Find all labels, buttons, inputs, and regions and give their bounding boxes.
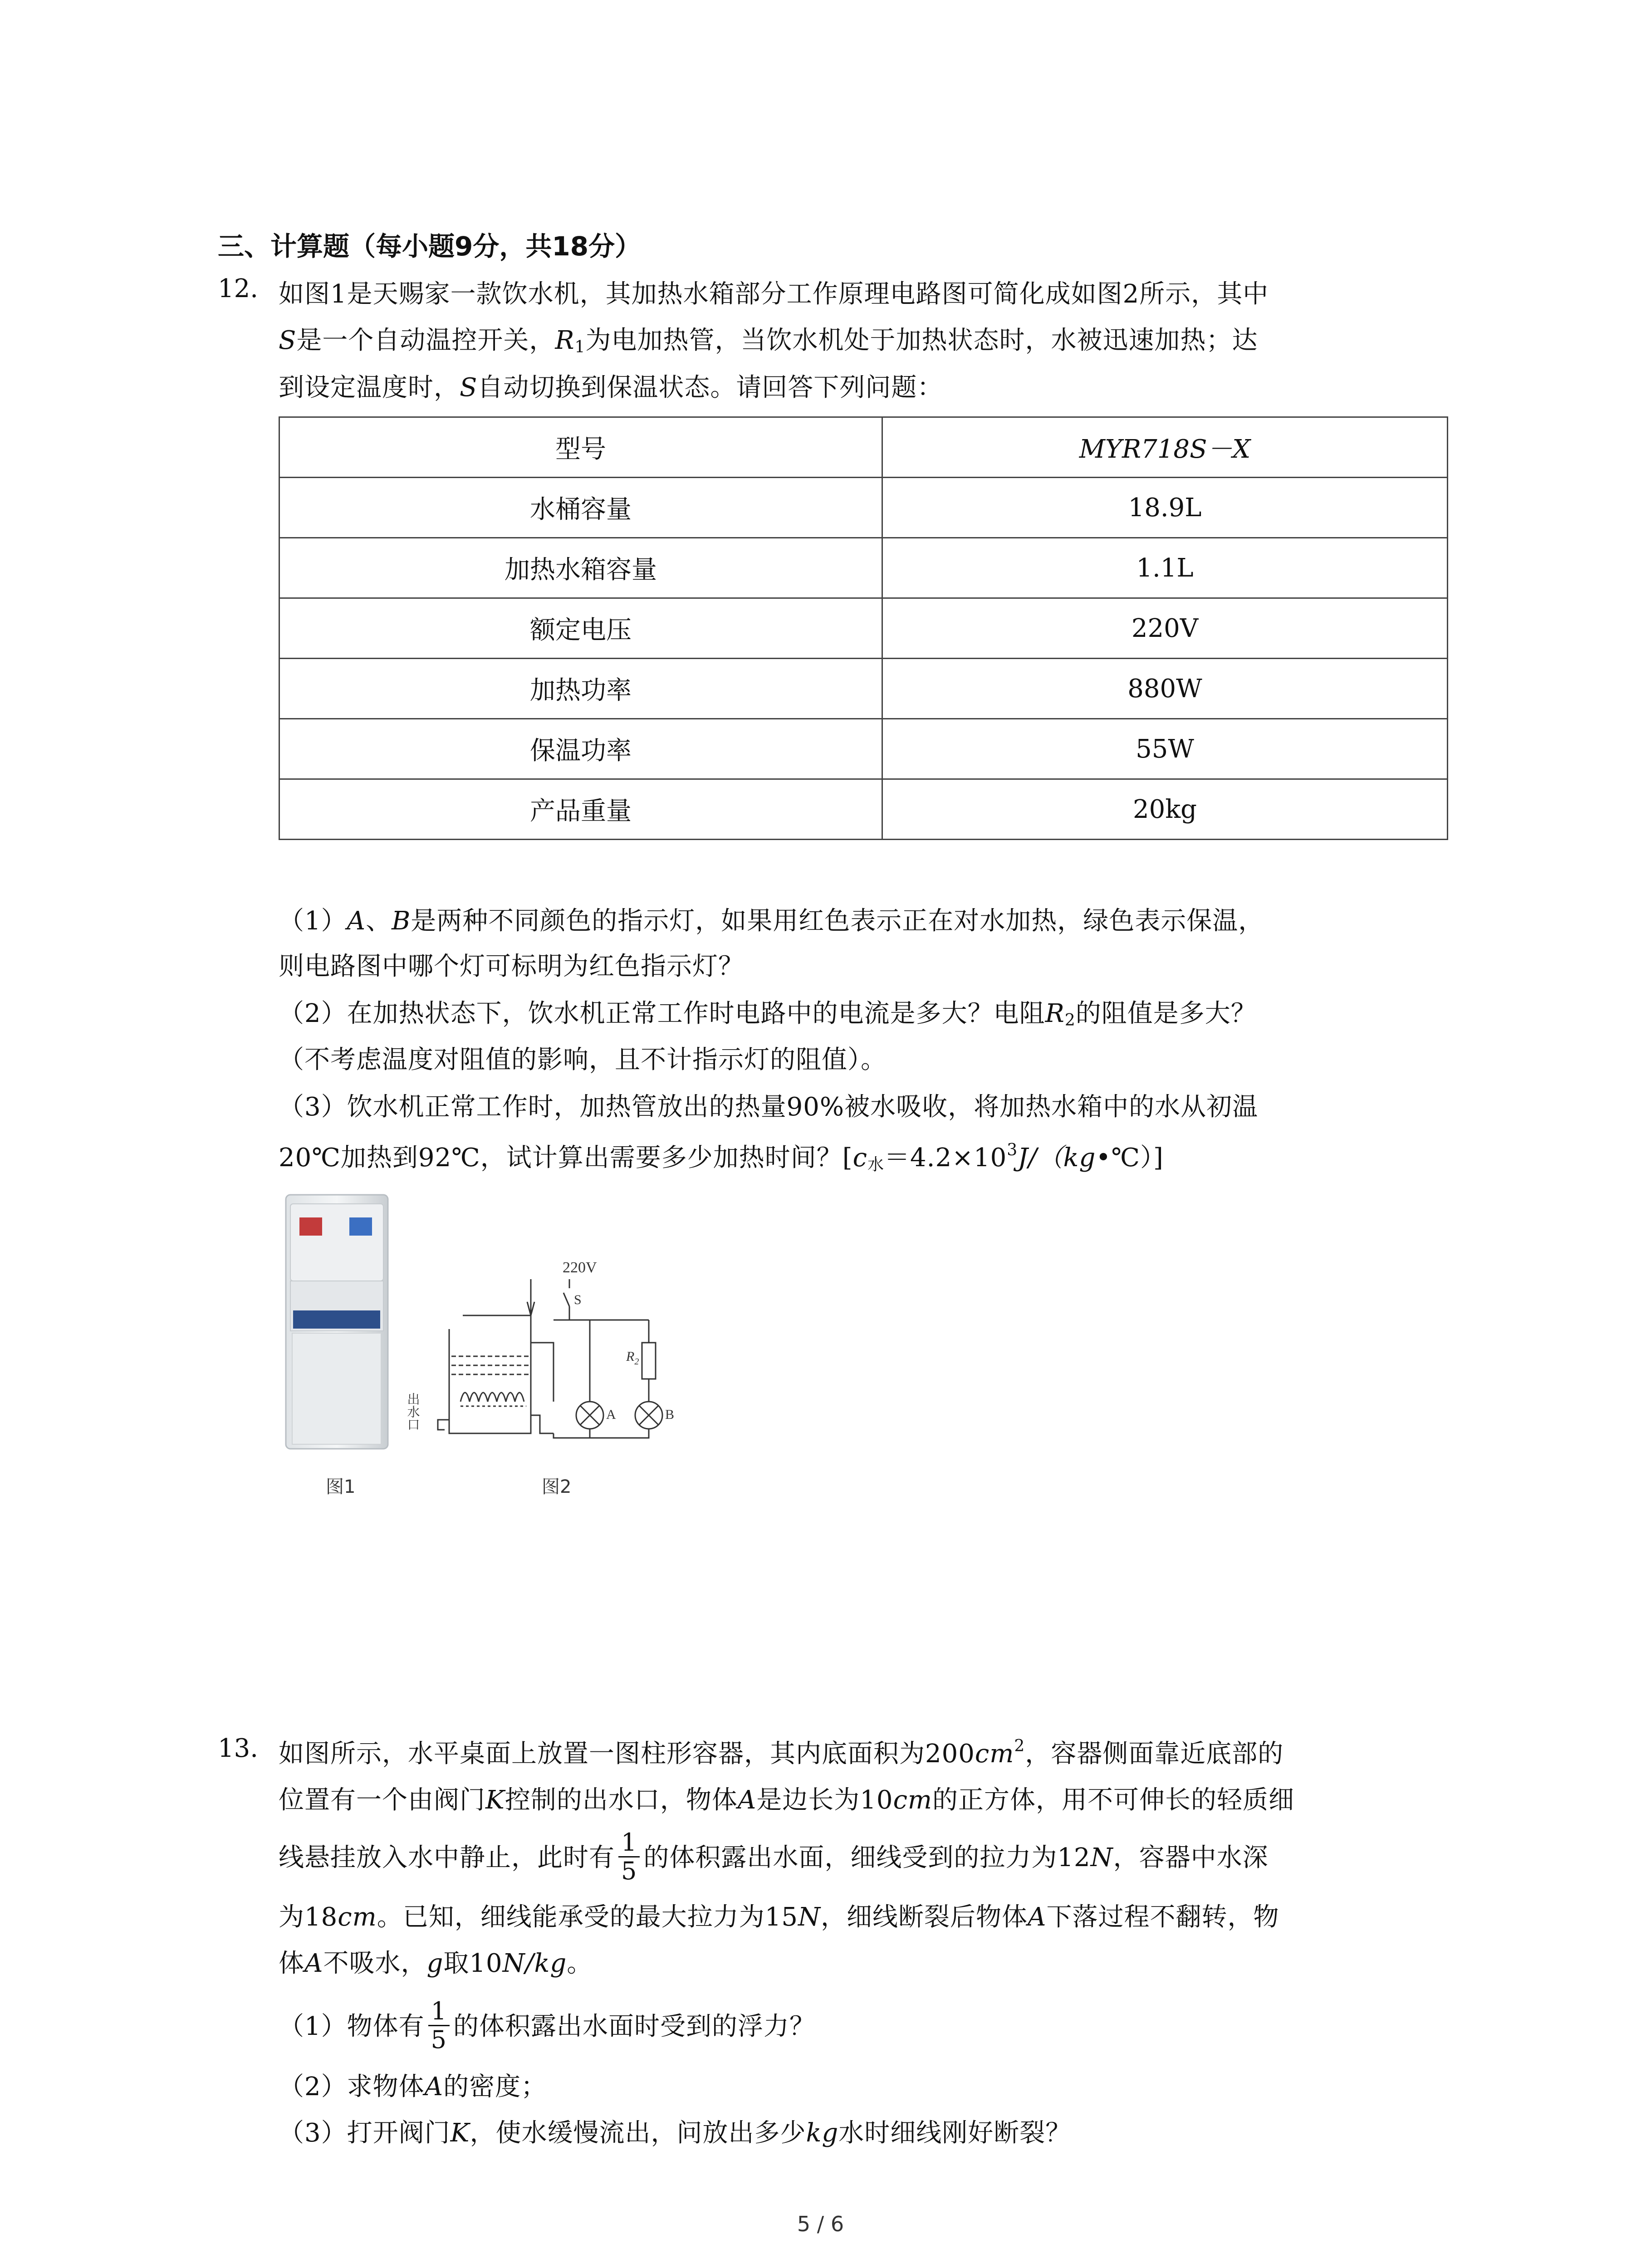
circuit-diagram	[395, 1252, 685, 1461]
q13-line-4: 为18cm。已知，细线能承受的最大拉力为15N，细线断裂后物体A下落过程不翻转，物	[279, 1902, 1279, 1932]
table-row	[279, 417, 1448, 478]
table-value: 18.9L	[882, 478, 1448, 538]
q12-line-3: 到设定温度时，S自动切换到保温状态。请回答下列问题：	[279, 373, 943, 402]
question-12-number: 12.	[218, 274, 259, 303]
symbol-r1: R	[555, 326, 575, 355]
q12-sub1-line-1: （1）A、B是两种不同颜色的指示灯，如果用红色表示正在对水加热，绿色表示保温，	[279, 906, 1264, 936]
q13-line-1: 如图所示，水平桌面上放置一图柱形容器，其内底面积为$200cm^2$，容器侧面靠近底部的	[279, 1737, 1284, 1769]
table-value: 220V	[882, 598, 1448, 659]
q12-line-2: S是一个自动温控开关，$R_1$为电加热管，当饮水机处于加热状态时，水被迅速加热；达	[279, 326, 1258, 357]
q13-line-5: 体A不吸水，g取10N/kg。	[279, 1949, 593, 1978]
q13-sub3: （3）打开阀门K，使水缓慢流出，问放出多少kg水时细线刚好断裂？	[279, 2118, 1072, 2148]
switch-label: S	[574, 1292, 582, 1307]
figure-2-caption: 图2	[542, 1476, 572, 1497]
table-row	[279, 779, 1448, 840]
lamp-b-label: B	[665, 1407, 675, 1422]
table-label: 加热水箱容量	[279, 538, 882, 598]
fraction-one-fifth: $\frac{1}{5}$	[428, 1998, 450, 2053]
table-row	[279, 538, 1448, 598]
q12-sub1-line-2: 则电路图中哪个灯可标明为红色指示灯？	[279, 952, 744, 981]
table-label: 产品重量	[279, 779, 882, 840]
q13-line-3: 线悬挂放入水中静止，此时有 $\frac{1}{5}$ 的体积露出水面，细线受到的拉力为12N，容器中水深	[279, 1828, 1269, 1885]
q13-sub2: （2）求物体A的密度；	[279, 2072, 547, 2102]
voltage-label: 220V	[563, 1259, 597, 1276]
spec-table	[279, 416, 1448, 840]
page-number: 5 / 6	[797, 2212, 844, 2236]
table-label: 加热功率	[279, 659, 882, 719]
q12-sub3-line-2: 20℃加热到92℃，试计算出需要多少加热时间？$[c_水=4.2\times 10^3J/(kg•℃)]$	[279, 1141, 1164, 1174]
section-title: 三、计算题（每小题9分，共18分）	[218, 231, 642, 262]
q13-line-2: 位置有一个由阀门K控制的出水口，物体A是边长为10cm的正方体，用不可伸长的轻质细	[279, 1785, 1295, 1815]
table-label: 保温功率	[279, 719, 882, 779]
q13-sub1: （1）物体有 $\frac{1}{5}$ 的体积露出水面时受到的浮力？	[279, 1997, 815, 2054]
lamp-a-label: A	[606, 1407, 616, 1422]
table-row	[279, 659, 1448, 719]
figure-1-caption: 图1	[326, 1476, 356, 1497]
table-value: 55W	[882, 719, 1448, 779]
table-row	[279, 478, 1448, 538]
q12-sub2-line-1: （2）在加热状态下，饮水机正常工作时电路中的电流是多大？电阻$R_2$的阻值是多大？	[279, 999, 1257, 1030]
table-value: 20kg	[882, 779, 1448, 840]
table-label: 型号	[279, 417, 882, 478]
fraction-one-fifth: $\frac{1}{5}$	[618, 1829, 640, 1885]
q12-line-1: 如图1是天赐家一款饮水机，其加热水箱部分工作原理电路图可简化成如图2所示，其中	[279, 279, 1269, 309]
table-label: 额定电压	[279, 598, 882, 659]
table-row	[279, 719, 1448, 779]
question-13-number: 13.	[218, 1734, 259, 1763]
q12-sub3-line-1: （3）饮水机正常工作时，加热管放出的热量90%被水吸收，将加热水箱中的水从初温	[279, 1092, 1259, 1122]
water-dispenser-image	[281, 1190, 399, 1453]
table-value: 880W	[882, 659, 1448, 719]
table-label: 水桶容量	[279, 478, 882, 538]
table-row	[279, 598, 1448, 659]
q12-sub2-line-2: （不考虑温度对阻值的影响，且不计指示灯的阻值）。	[279, 1045, 887, 1075]
symbol-s: S	[279, 326, 297, 355]
r2-label: $R_2$	[626, 1349, 639, 1367]
outlet-label: 出水口	[405, 1393, 421, 1431]
table-value: 1.1L	[882, 538, 1448, 598]
table-value: MYR718S－X	[882, 417, 1448, 478]
